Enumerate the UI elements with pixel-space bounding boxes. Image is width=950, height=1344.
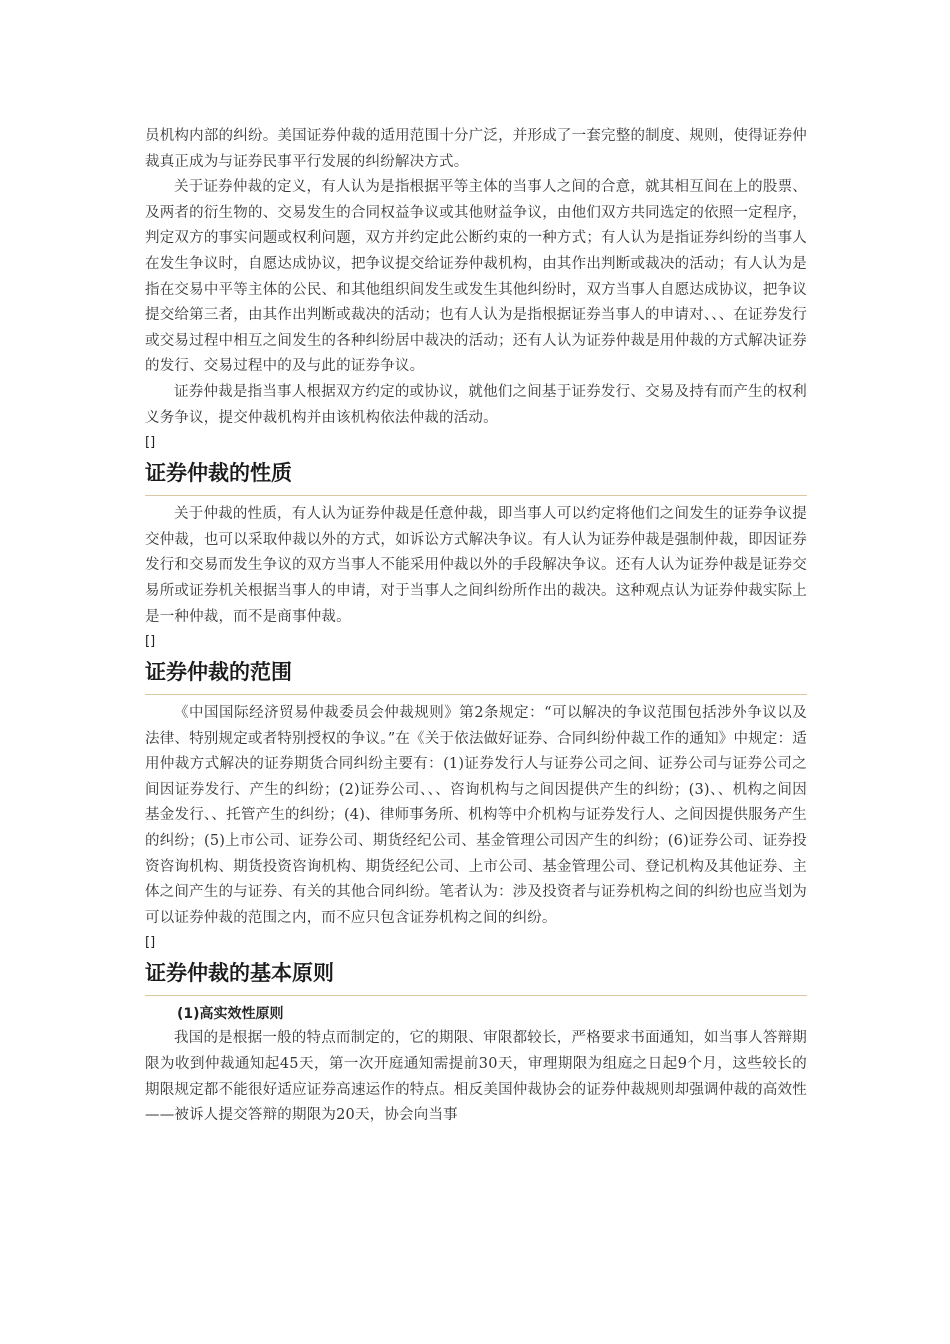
bracket-marker: [] bbox=[145, 435, 156, 451]
paragraph: 关于仲裁的性质，有人认为证券仲裁是任意仲裁，即当事人可以约定将他们之间发生的证券争议提交仲裁，也可以采取仲裁以外的方式，如诉讼方式解决争议。有人认为证券仲裁是强制仲裁，即因证券发行和交易而发生争议的双方当事人不能采用仲裁以外的手段解决争议。还有人认为证券仲裁是证券交易所或证券机关根据当事人的申请，对于当事人之间纠纷所作出的裁决。这种观点认为证券仲裁实际上是一种仲裁，而不是商事仲裁。 bbox=[145, 506, 807, 625]
bracket-marker: [] bbox=[145, 634, 156, 650]
bracket-marker: [] bbox=[145, 935, 156, 951]
paragraph: 员机构内部的纠纷。美国证券仲裁的适用范围十分广泛，并形成了一套完整的制度、规则，使得证券仲裁真正成为与证券民事平行发展的纠纷解决方式。 bbox=[145, 128, 807, 170]
section-heading-scope: 证券仲裁的范围 bbox=[145, 658, 807, 695]
paragraph: 关于证券仲裁的定义，有人认为是指根据平等主体的当事人之间的合意，就其相互间在上的股票、及两者的衍生物的、交易发生的合同权益争议或其他财益争议，由他们双方共同选定的依照一定程序，判定双方的事实问题或权利问题，双方并约定此公断约束的一种方式；有人认为是指证券纠纷的当事人在发生争议时，自愿达成协议，把争议提交给证券仲裁机构，由其作出判断或裁决的活动；有人认为是指在交易中平等主体的公民、和其他组织间发生或发生其他纠纷时，双方当事人自愿达成协议，把争议提交给第三者，由其作出判断或裁决的活动；也有人认为是指根据证券当事人的申请对、、、在证券发行或交易过程中相互之间发生的各种纠纷居中裁决的活动；还有人认为证券仲裁是用仲裁的方式解决证券的发行、交易过程中的及与此的证券争议。 bbox=[145, 179, 807, 375]
paragraph: 《中国国际经济贸易仲裁委员会仲裁规则》第2条规定：“可以解决的争议范围包括涉外争议以及法律、特别规定或者特别授权的争议。”在《关于依法做好证券、合同纠纷仲裁工作的通知》中规定：适用仲裁方式解决的证券期货合同纠纷主要有：(1)证券发行人与证券公司之间、证券公司与证券公司之间因证券发行、产生的纠纷；(2)证券公司、、、咨询机构与之间因提供产生的纠纷；(3)、、机构之间因基金发行、、托管产生的纠纷；(4)、律师事务所、机构等中介机构与证券发行人、之间因提供服务产生的纠纷；(5)上市公司、证券公司、期货经纪公司、基金管理公司因产生的纠纷；(6)证券公司、证券投资咨询机构、期货投资咨询机构、期货经纪公司、上市公司、基金管理公司、登记机构及其他证券、主体之间产生的与证券、有关的其他合同纠纷。笔者认为：涉及投资者与证券机构之间的纠纷也应当划为可以证券仲裁的范围之内，而不应只包含证券机构之间的纠纷。 bbox=[145, 705, 807, 926]
paragraph: 我国的是根据一般的特点而制定的，它的期限、审限都较长，严格要求书面通知，如当事人答辩期限为收到仲裁通知起45天，第一次开庭通知需提前30天，审理期限为组庭之日起9个月，这些较长的期限规定都不能很好适应证券高速运作的特点。相反美国仲裁协会的证券仲裁规则却强调仲裁的高效性——被诉人提交答辩的期限为20天，协会向当事 bbox=[145, 1030, 807, 1124]
paragraph: 证券仲裁是指当事人根据双方约定的或协议，就他们之间基于证券发行、交易及持有而产生的权利义务争议，提交仲裁机构并由该机构依法仲裁的活动。 bbox=[145, 383, 807, 426]
subheading-efficiency: (1)高实效性原则 bbox=[177, 1006, 284, 1023]
section-heading-principles: 证券仲裁的基本原则 bbox=[145, 959, 807, 996]
section-heading-nature: 证券仲裁的性质 bbox=[145, 459, 807, 496]
document-body bbox=[145, 124, 807, 1129]
